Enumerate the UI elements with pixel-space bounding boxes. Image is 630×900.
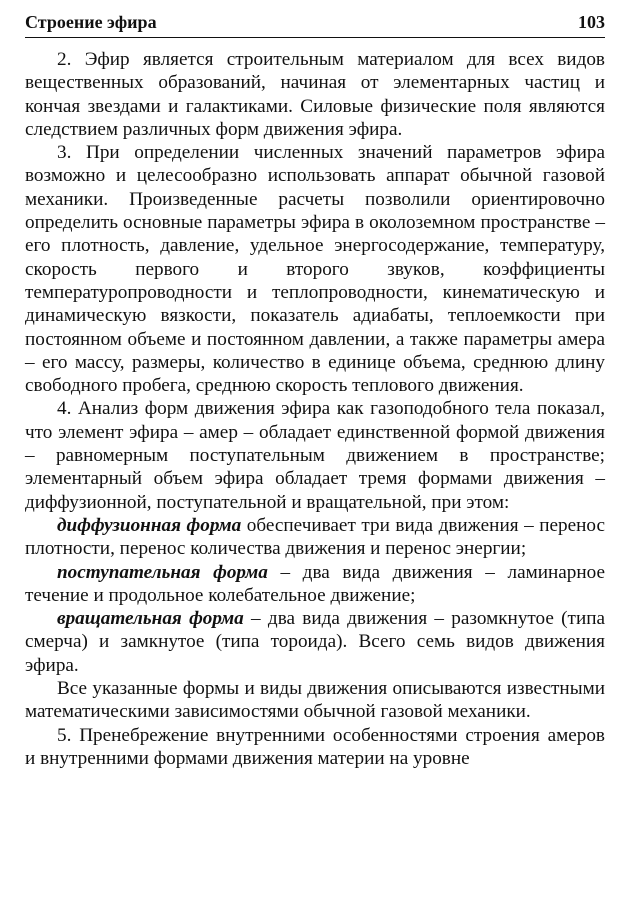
paragraph-rotational-form: вращательная форма – два вида движения – разомкнутое (типа смерча) и замкнутое (типа тороида). Всего семь видов движения эфира.: [25, 608, 605, 676]
paragraph-3: 3. При определении численных значений параметров эфира возможно и целесообразно использовать аппарат обычной газовой механики. Произведенные расчеты позволили ориентировочно определить основные параметры эфира в околоземном пространстве – его плотность, давление, удельное энергосодержание, температуру, скорость первого и второго звуков, коэффициенты температуропроводности и теплопроводности, кинематическую и динамическую вязкости, показатель адиабаты, теплоемкости при постоянном объеме и постоянном давлении, а также параметры амера – его массу, размеры, количество в единице объема, среднюю длину свободного пробега, среднюю скорость теплового движения.: [25, 142, 605, 397]
section-title: Строение эфира: [25, 12, 157, 32]
paragraph-4: 4. Анализ форм движения эфира как газоподобного тела показал, что элемент эфира – амер – обладает единственной формой движения – равномерным поступательным движением в пространстве; элементарный объем эфира обладает тремя формами движения – диффузионной, поступательной и вращательной, при этом:: [25, 398, 605, 513]
paragraph-summary: Все указанные формы и виды движения описываются известными математическими зависимостями обычной газовой механики.: [25, 678, 605, 723]
paragraph-2: 2. Эфир является строительным материалом для всех видов вещественных образований, начиная от элементарных частиц и кончая звездами и галактиками. Силовые физические поля являются следствием различных форм движения эфира.: [25, 49, 605, 140]
paragraph-translational-form: поступательная форма – два вида движения – ламинарное течение и продольное колебательное движение;: [25, 561, 605, 606]
page-body: [25, 48, 605, 770]
term-rotational-form: вращательная форма: [57, 608, 244, 630]
paragraph-diffusion-form: диффузионная форма обеспечивает три вида движения – перенос плотности, перенос количества движения и перенос энергии;: [25, 514, 605, 560]
paragraph-5: 5. Пренебрежение внутренними особенностями строения амеров и внутренними формами движения материи на уровне: [25, 724, 605, 769]
term-translational-form: поступательная форма: [57, 561, 268, 583]
page-number: 103: [578, 12, 605, 32]
term-diffusion-form: диффузионная форма: [57, 514, 242, 536]
running-header: [25, 0, 605, 38]
book-page: [25, 0, 605, 900]
